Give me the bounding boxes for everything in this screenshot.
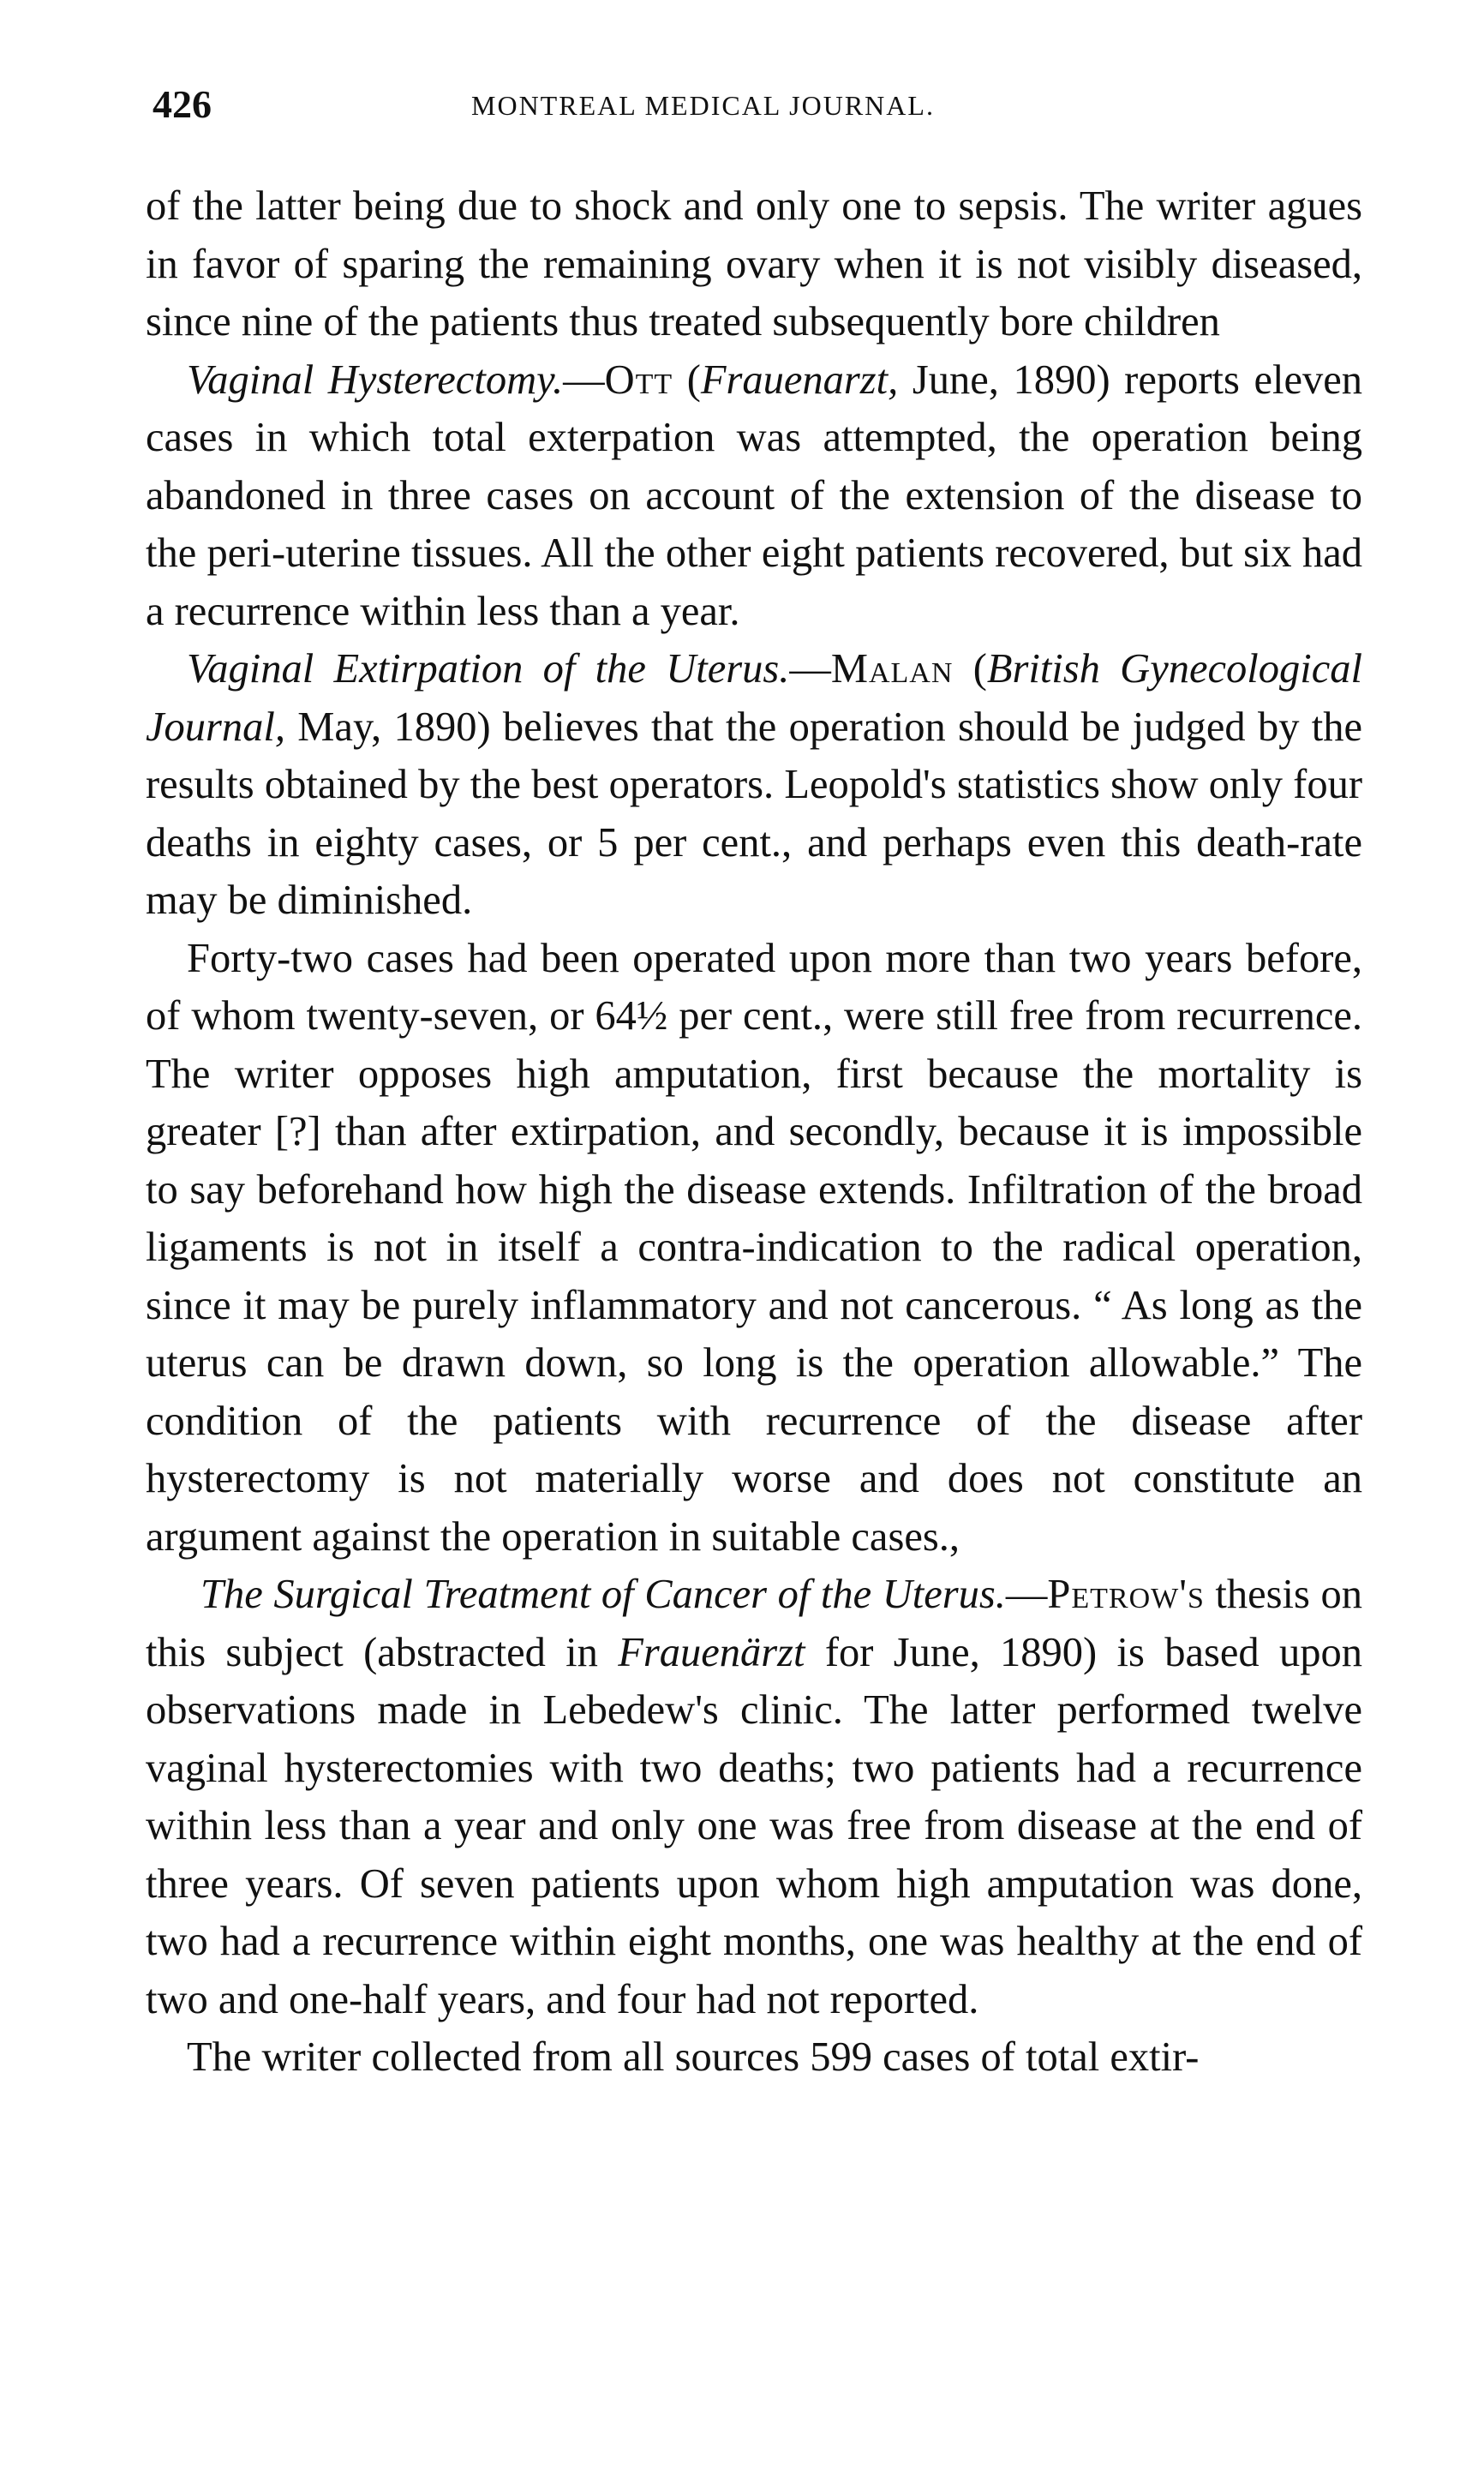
journal-page xyxy=(146,81,1362,2087)
paragraph-text: May, 1890) believes that the operation should be judged by the results obtained by the best operators. Leopold's statistics show only four deaths in eighty cases, or 5 per cent., and perhaps even this death-rate may be diminished. xyxy=(146,704,1362,923)
author-name: Ott xyxy=(604,356,673,403)
open-paren: ( xyxy=(673,356,701,403)
paragraph-text: thesis on this subject (abstracted in xyxy=(146,1572,1362,1675)
paragraph-vaginal-hysterectomy xyxy=(146,351,1362,641)
section-title: Vaginal Hysterectomy. xyxy=(187,356,564,403)
author-name: Malan xyxy=(830,646,954,692)
title-dash: — xyxy=(563,356,605,403)
section-title: The Surgical Treatment of Cancer of the Uterus. xyxy=(200,1572,1006,1617)
journal-title: MONTREAL MEDICAL JOURNAL. xyxy=(471,90,935,121)
paragraph-text: The writer collected from all sources 599 cases of total extir- xyxy=(187,2034,1200,2080)
paragraph-text: for June, 1890) is based upon observations made in Lebedew's clinic. The latter performed twelve vaginal hysterectomies with two deaths; two patients had a recurrence within less than a year and only one was free from disease at the end of three years. Of seven patients upon whom high amputation was done, two had a recurrence within eight months, one was healthy at the end of two and one-half years, and four had not reported. xyxy=(146,1629,1362,2022)
page-number: 426 xyxy=(153,82,212,126)
paragraph-forty-two-cases xyxy=(146,930,1362,1566)
paragraph-text: of the latter being due to shock and only one to sepsis. The writer agues in favor of sparing the remaining ovary when it is not visibly diseased, since nine of the patients thus treated subsequently bore children xyxy=(146,183,1362,344)
paragraph-surgical-treatment xyxy=(146,1566,1362,2028)
article-body xyxy=(146,177,1362,2087)
author-name: Petrow's xyxy=(1047,1572,1205,1617)
source-journal: Frauenärzt xyxy=(618,1629,805,1675)
source-journal: British Gynecological Journal, xyxy=(146,646,1362,750)
paragraph-continuation xyxy=(146,177,1362,351)
open-paren: ( xyxy=(953,646,987,692)
paragraph-text: June, 1890) reports eleven cases in which total exterpation was attempted, the operation being abandoned in three cases on account of the extension of the disease to the peri-uterine tissues. All the other eight patients recovered, but six had a recurrence within less than a year. xyxy=(146,356,1362,634)
title-dash: — xyxy=(789,646,831,692)
source-journal: Frauenarzt, xyxy=(700,356,899,403)
title-dash: — xyxy=(1005,1572,1048,1617)
paragraph-text: Forty-two cases had been operated upon more than two years before, of whom twenty-seven, or 64½ per cent., were still free from recurrence. The writer opposes high amputation, first because the mortality is greater [?] than after extirpation, and secondly, because it is impossible to say beforehand how high the disease extends. Infiltration of the broad ligaments is not in itself a contra-indication to the radical operation, since it may be purely inflammatory and not cancerous. “ As long as the uterus can be drawn down, so long is the operation allowable.” The condition of the patients with recurrence of the disease after hysterectomy is not materially worse and does not constitute an argument against the operation in suitable cases., xyxy=(146,935,1362,1560)
paragraph-vaginal-extirpation xyxy=(146,640,1362,930)
paragraph-writer-collected xyxy=(146,2028,1362,2087)
section-title: Vaginal Extirpation of the Uterus. xyxy=(187,646,790,692)
running-head xyxy=(146,81,1362,141)
